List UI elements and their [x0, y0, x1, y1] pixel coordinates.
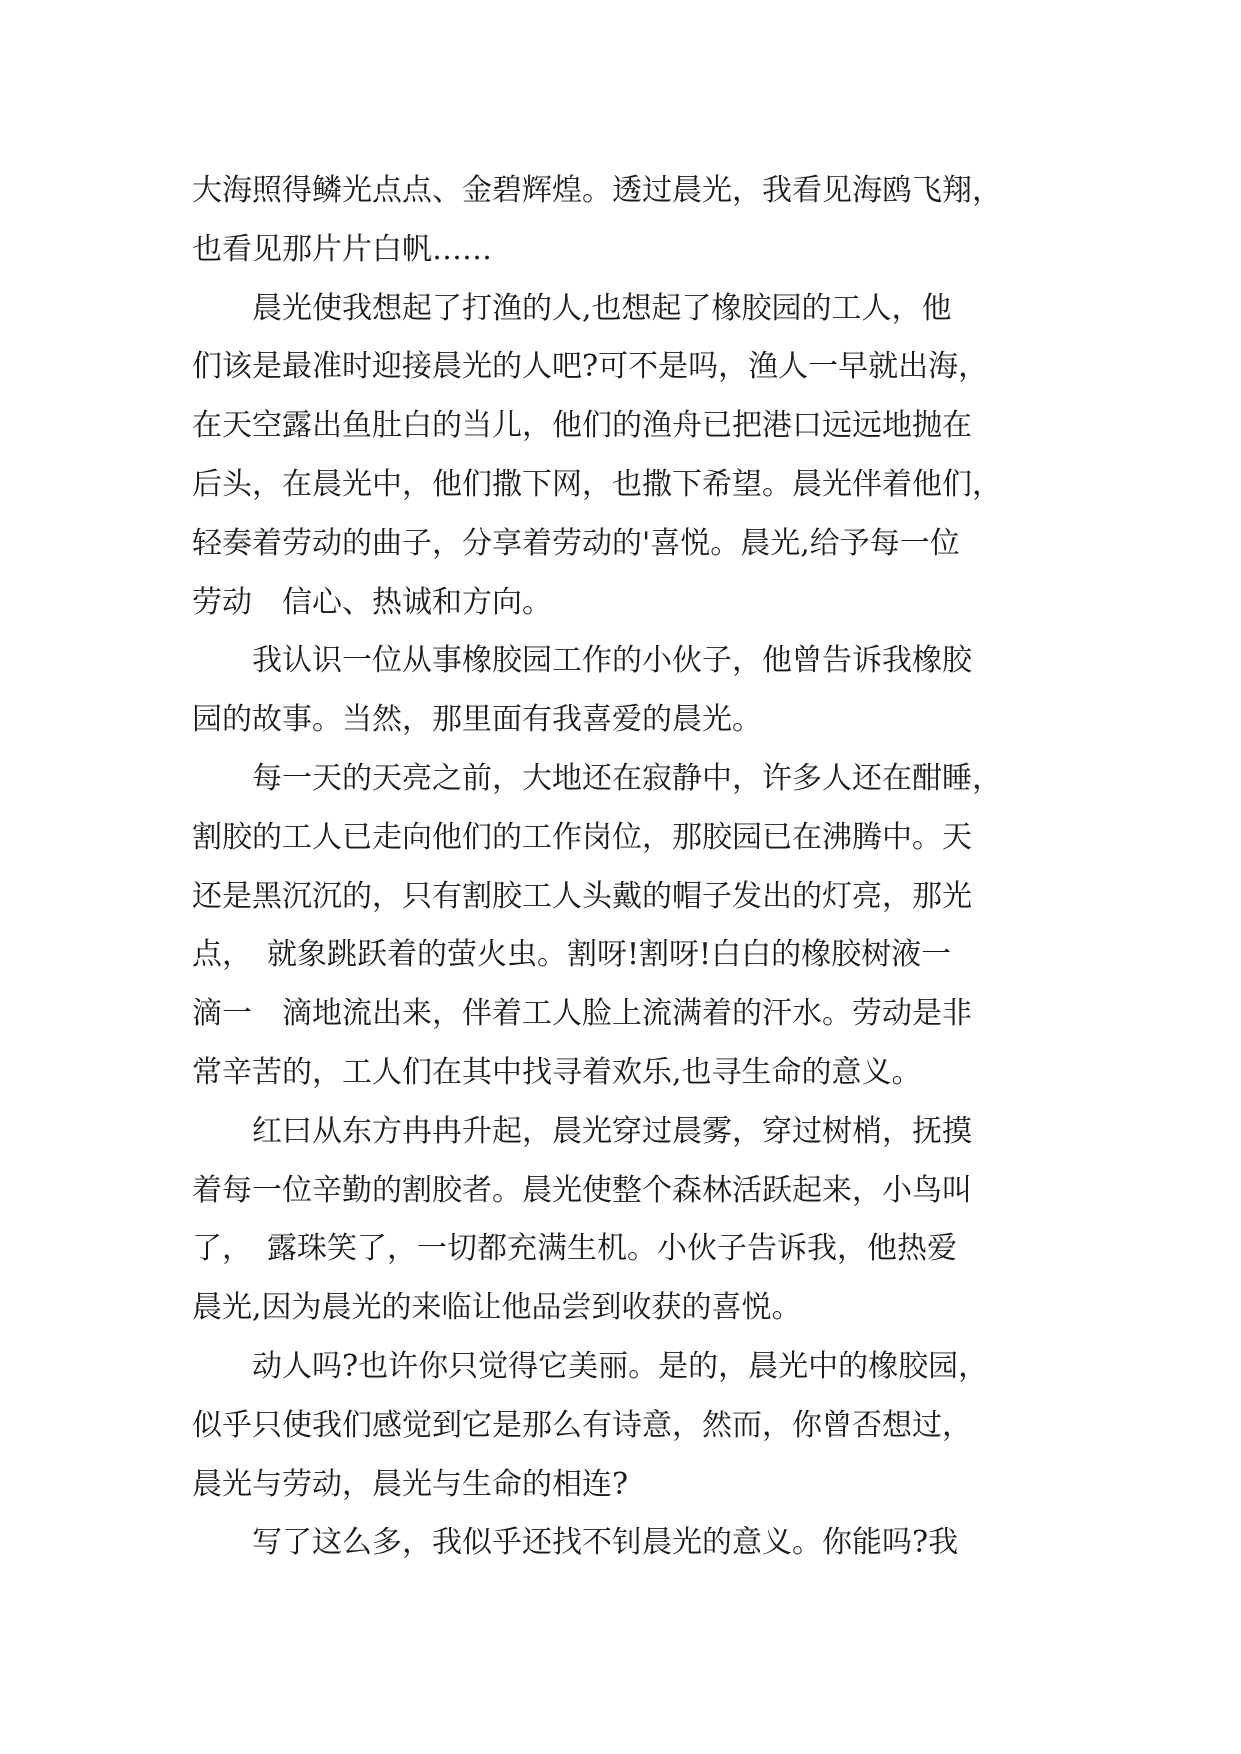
- text-line: 红曰从东方冉冉升起，晨光穿过晨雾，穿过树梢，抚摸: [192, 1113, 972, 1149]
- text-line: 动人吗?也许你只觉得它美丽。是的，晨光中的橡胶园，: [192, 1348, 989, 1384]
- text-line: 写了这么多，我似乎还找不钊晨光的意义。你能吗?我: [192, 1525, 959, 1561]
- text-line: 园的故事。当然，那里面有我喜爱的晨光。: [192, 702, 762, 738]
- text-line: 劳动 信心、热诚和方向。: [192, 584, 552, 620]
- text-line: 在天空露出鱼肚白的当儿，他们的渔舟已把港口远远地抛在: [192, 408, 972, 444]
- text-line: 大海照得鳞光点点、金碧辉煌。透过晨光，我看见海鸥飞翔，: [192, 173, 1002, 208]
- text-line: 晨光,因为晨光的来临让他品尝到收获的喜悦。: [192, 1290, 802, 1326]
- text-line: 每一天的天亮之前，大地还在寂静中，许多人还在酣睡，: [192, 760, 1002, 796]
- text-line: 还是黑沉沉的，只有割胶工人头戴的帽子发出的灯亮，那光: [192, 878, 972, 914]
- text-line: 晨光与劳动，晨光与生命的相连?: [192, 1466, 629, 1502]
- text-line: 们该是最准时迎接晨光的人吧?可不是吗，渔人一早就出海，: [192, 349, 989, 385]
- text-line: 轻奏着劳动的曲子，分享着劳动的'喜悦。晨光,给予每一位: [192, 525, 960, 561]
- text-line: 后头，在晨光中，他们撒下网，也撒下希望。晨光伴着他们，: [192, 466, 1002, 502]
- text-line: 晨光使我想起了打渔的人,也想起了橡胶园的工人，他: [192, 290, 952, 326]
- text-line: 割胶的工人已走向他们的工作岗位，那胶园已在沸腾中。天: [192, 819, 972, 855]
- text-line: 常辛苦的，工人们在其中找寻着欢乐,也寻生命的意义。: [192, 1054, 922, 1090]
- text-line: 点， 就象跳跃着的萤火虫。割呀!割呀!白白的橡胶树液一: [192, 937, 952, 973]
- text-line: 似乎只使我们感觉到它是那么有诗意，然而，你曾否想过，: [192, 1407, 972, 1443]
- text-line: 我认识一位从事橡胶园工作的小伙子，他曾告诉我橡胶: [192, 643, 972, 679]
- text-line: 也看见那片片白帆……: [192, 231, 492, 267]
- text-line: 了， 露珠笑了，一切都充满生机。小伙子告诉我，他热爱: [192, 1231, 957, 1267]
- text-line: 着每一位辛勤的割胶者。晨光使整个森林活跃起来，小鸟叫: [192, 1172, 972, 1208]
- text-line: 滴一 滴地流出来，伴着工人脸上流满着的汗水。劳动是非: [192, 996, 972, 1032]
- essay-text: [192, 162, 1052, 1573]
